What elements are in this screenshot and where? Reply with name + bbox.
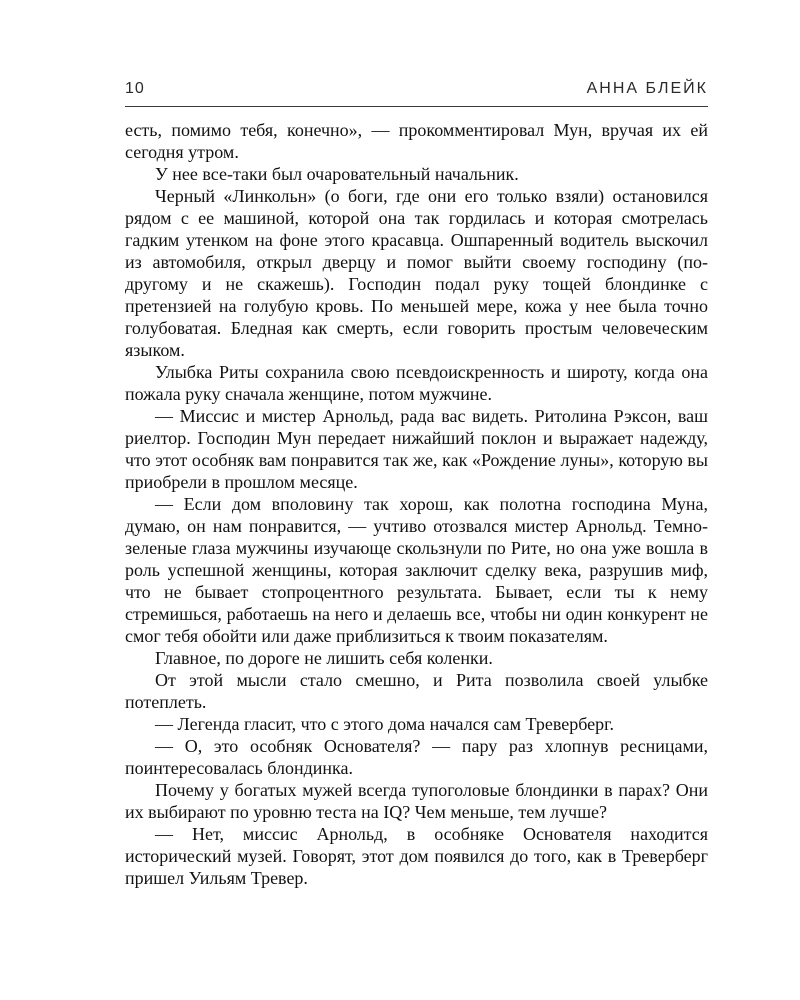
- paragraph: Главное, по дороге не лишить себя коленки.: [155, 648, 493, 668]
- paragraph: Улыбка Риты сохранила свою псевдоискренность и широту, когда она пожала руку сначала женщине, потом мужчине.: [125, 362, 708, 404]
- paragraph: Почему у богатых мужей всегда тупоголовые блондинки в парах? Они их выбирают по уровню теста на IQ? Чем меньше, тем лучше?: [125, 780, 708, 822]
- paragraph: Черный «Линкольн» (о боги, где они его только взяли) остановился рядом с ее машиной, которой она так гордилась и которая смотрелась гадким утенком на фоне этого красавца. Ошпаренный водитель выскочил из автомобиля, открыл дверцу и помог выйти своему господину (по-другому и не скажешь). Господин подал руку тощей блондинке с претензией на голубую кровь. По меньшей мере, кожа у нее была точно голубоватая. Бледная как смерть, если говорить простым человеческим языком.: [125, 186, 708, 360]
- page-number: 10: [125, 80, 145, 97]
- header-divider: [125, 106, 708, 107]
- dialogue-paragraph: — Нет, миссис Арнольд, в особняке Основателя находится исторический музей. Говорят, этот дом появился до того, как в Треверберг пришел Уильям Тревер.: [125, 824, 708, 888]
- running-header: [125, 80, 708, 100]
- paragraph: есть, помимо тебя, конечно», — прокомментировал Мун, вручая их ей сегодня утром.: [125, 120, 708, 162]
- page-body: [125, 119, 708, 889]
- dialogue-paragraph: — Миссис и мистер Арнольд, рада вас видеть. Ритолина Рэксон, ваш риелтор. Господин Мун передает нижайший поклон и выражает надежду, что этот особняк вам понравится так же, как «Рождение луны», которую вы приобрели в прошлом месяце.: [125, 406, 708, 492]
- paragraph: От этой мысли стало смешно, и Рита позволила своей улыбке потеплеть.: [125, 670, 708, 712]
- author-name: АННА БЛЕЙК: [586, 80, 708, 97]
- paragraph: У нее все-таки был очаровательный начальник.: [155, 164, 519, 184]
- dialogue-paragraph: — Если дом вполовину так хорош, как полотна господина Муна, думаю, он нам понравится, — учтиво отозвался мистер Арнольд. Темно-зеленые глаза мужчины изучающе скользнули по Рите, но она уже вошла в роль успешной женщины, которая заключит сделку века, разрушив миф, что не бывает стопроцентного результата. Бывает, если ты к нему стремишься, работаешь на него и делаешь все, чтобы ни один конкурент не смог тебя обойти или даже приблизиться к твоим показателям.: [125, 494, 708, 646]
- dialogue-paragraph: — О, это особняк Основателя? — пару раз хлопнув ресницами, поинтересовалась блондинка.: [125, 736, 708, 778]
- dialogue-paragraph: — Легенда гласит, что с этого дома начался сам Треверберг.: [155, 714, 614, 734]
